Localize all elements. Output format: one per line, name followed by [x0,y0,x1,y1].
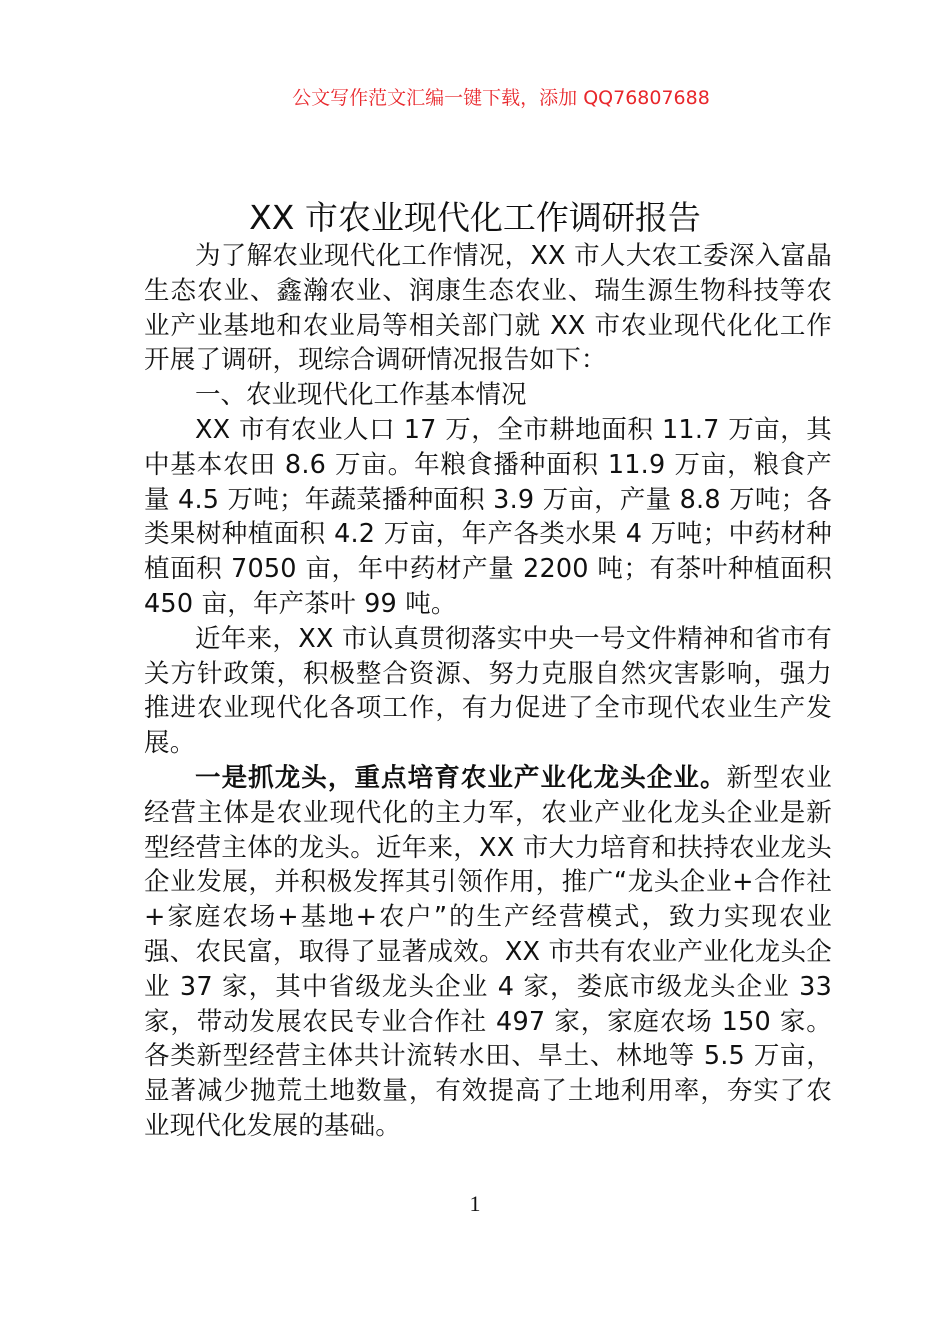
paragraph-lead-bold: 一是抓龙头，重点培育农业产业化龙头企业。 [195,762,727,793]
document-title: XX 市农业现代化工作调研报告 [249,198,701,238]
download-banner: 公文写作范文汇编一键下载，添加 QQ76807688 [292,87,710,109]
section-heading-basic-situation: 一、农业现代化工作基本情况 [195,380,527,411]
document-body [144,239,832,1144]
leading-enterprise-paragraph [144,761,832,1144]
statistics-paragraph: XX 市有农业人口 17 万，全市耕地面积 11.7 万亩，其中基本农田 8.6 万亩。年粮食播种面积 11.9 万亩，粮食产量 4.5 万吨；年蔬菜播种面积 3.9 万亩，产量 8.8 万吨；各类果树种植面积 4.2 万亩，年产各类水果 4 万吨；中药材种植面积 7050 亩，年中药材产量 2200 吨；有茶叶种植面积 450 亩，年产茶叶 99 吨。 [144,414,832,619]
intro-paragraph: 为了解农业现代化工作情况，XX 市人大农工委深入富晶生态农业、鑫瀚农业、润康生态农业、瑞生源生物科技等农业产业基地和农业局等相关部门就 XX 市农业现代化化工作开展了调研，现综合调研情况报告如下： [144,241,832,376]
recent-years-paragraph: 近年来，XX 市认真贯彻落实中央一号文件精神和省市有关方针政策，积极整合资源、努力克服自然灾害影响，强力推进农业现代化各项工作，有力促进了全市现代农业生产发展。 [144,623,832,759]
paragraph-body-text: 新型农业经营主体是农业现代化的主力军，农业产业化龙头企业是新型经营主体的龙头。近年来，XX 市大力培育和扶持农业龙头企业发展，并积极发挥其引领作用，推广“龙头企业+合作社+家庭农场+基地+农户”的生产经营模式，致力实现农业强、农民富，取得了显著成效。XX 市共有农业产业化龙头企业 37 家，其中省级龙头企业 4 家，娄底市级龙头企业 33 家，带动发展农民专业合作社 497 家，家庭农场 150 家。各类新型经营主体共计流转水田、旱土、林地等 5.5 万亩，显著减少抛荒土地数量，有效提高了土地利用率，夯实了农业现代化发展的基础。 [144,762,832,1141]
page-number: 1 [469,1191,481,1216]
